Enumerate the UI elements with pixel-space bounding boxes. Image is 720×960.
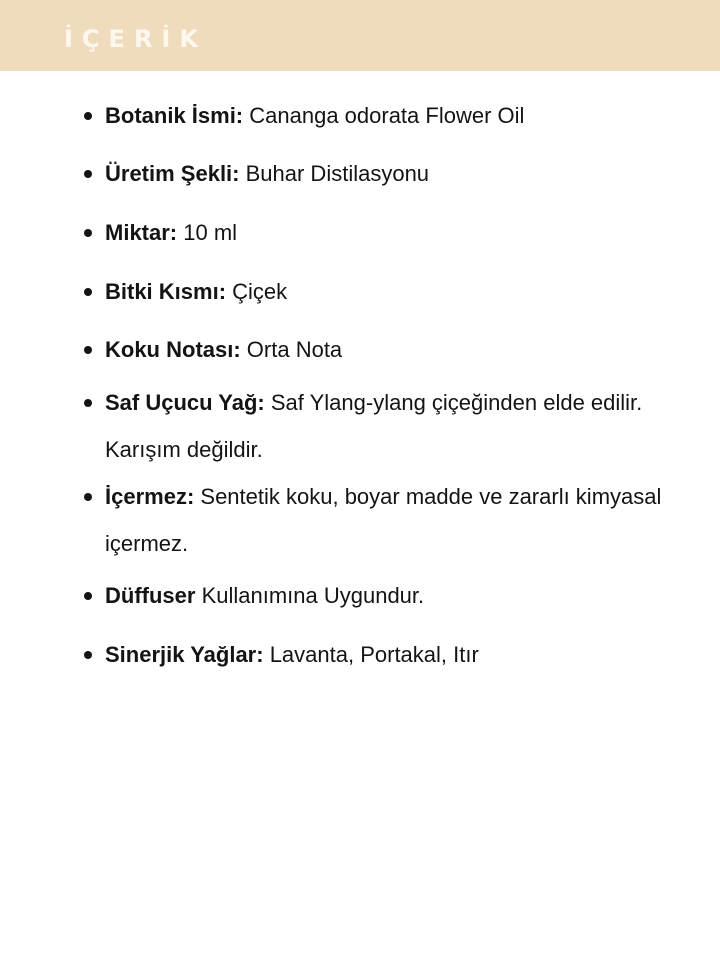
item-label: İçermez:: [105, 484, 195, 509]
header-banner: [0, 0, 720, 71]
item-label: Miktar:: [105, 220, 178, 245]
item-value: 10 ml: [177, 220, 238, 245]
bullet-icon: [84, 288, 92, 296]
bullet-icon: [84, 229, 92, 237]
item-value: Lavanta, Portakal, Itır: [263, 642, 479, 667]
item-value: Buhar Distilasyonu: [239, 161, 430, 186]
item-label: Sinerjik Yağlar:: [105, 642, 264, 667]
item-label: Botanik İsmi:: [105, 103, 244, 128]
item-text: [105, 209, 665, 256]
item-text: [105, 326, 665, 373]
section-title: İÇERİK: [64, 25, 207, 53]
bullet-icon: [84, 399, 92, 407]
item-text: [105, 379, 665, 473]
bullet-icon: [84, 170, 92, 178]
bullet-icon: [84, 651, 92, 659]
item-label: Düffuser: [105, 583, 196, 608]
item-label: Koku Notası:: [105, 337, 241, 362]
item-label: Üretim Şekli:: [105, 161, 240, 186]
item-text: [105, 631, 665, 678]
item-value: Orta Nota: [240, 337, 343, 362]
item-text: [105, 268, 665, 315]
item-value: Çiçek: [226, 279, 288, 304]
item-label: Saf Uçucu Yağ:: [105, 390, 265, 415]
bullet-icon: [84, 346, 92, 354]
bullet-icon: [84, 493, 92, 501]
item-value: Saf Ylang-ylang çiçeğinden elde edilir. Karışım değildir.: [105, 390, 643, 462]
item-value: Kullanımına Uygundur.: [195, 583, 425, 608]
item-text: [105, 150, 665, 197]
item-value: Sentetik koku, boyar madde ve zararlı kimyasal içermez.: [105, 484, 662, 556]
item-text: [105, 473, 665, 567]
bullet-icon: [84, 112, 92, 120]
item-value: Cananga odorata Flower Oil: [243, 103, 525, 128]
item-text: [105, 92, 665, 139]
item-label: Bitki Kısmı:: [105, 279, 227, 304]
bullet-icon: [84, 592, 92, 600]
item-text: [105, 572, 665, 619]
